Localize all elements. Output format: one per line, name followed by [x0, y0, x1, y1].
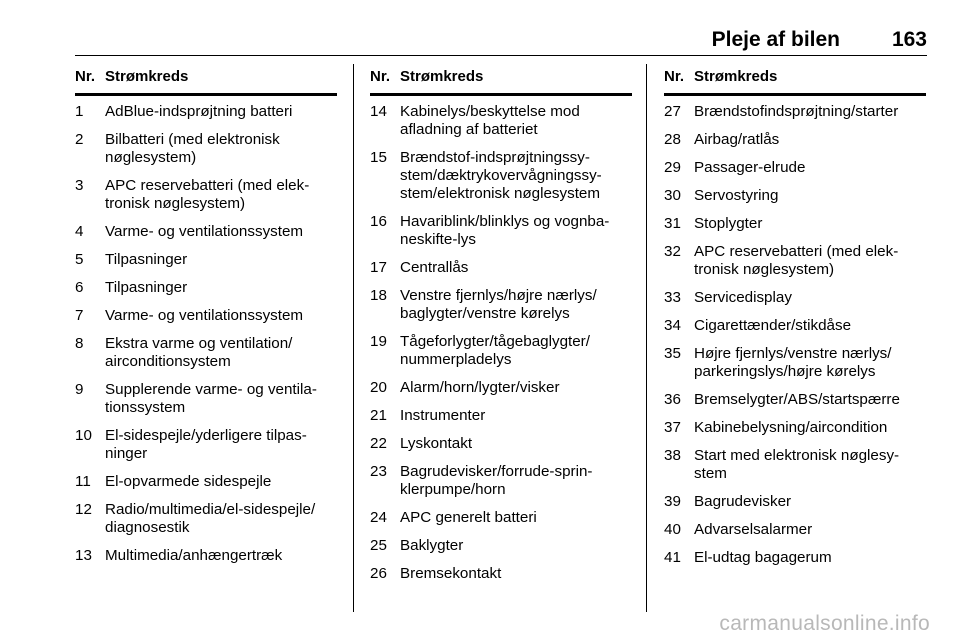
- table-row: [75, 96, 337, 124]
- table-row: [664, 282, 926, 310]
- column-header-circuit: Strømkreds: [105, 68, 189, 85]
- column-header-circuit: Strømkreds: [694, 68, 778, 85]
- circuit-name: Passager-elrude: [694, 159, 806, 176]
- circuit-name: Supplerende varme- og ventila-tionssystem: [105, 381, 317, 416]
- table-row: [664, 412, 926, 440]
- fuse-table-column-3: [664, 68, 926, 570]
- fuse-number: 9: [75, 381, 84, 398]
- table-row: [75, 216, 337, 244]
- table-row: [664, 440, 926, 486]
- table-row: [370, 530, 632, 558]
- circuit-name: Varme- og ventilationssystem: [105, 307, 304, 324]
- fuse-number: 11: [75, 473, 91, 490]
- circuit-name: APC reservebatteri (med elek-tronisk nøglesystem): [105, 177, 310, 212]
- table-row: [75, 170, 337, 216]
- circuit-name: Venstre fjernlys/højre nærlys/ baglygter/venstre kørelys: [400, 287, 597, 322]
- circuit-name: Lyskontakt: [400, 435, 473, 452]
- fuse-number: 6: [75, 279, 84, 296]
- fuse-number: 4: [75, 223, 84, 240]
- circuit-name: APC generelt batteri: [400, 509, 537, 526]
- table-row: [370, 372, 632, 400]
- fuse-number: 39: [664, 493, 681, 510]
- table-row: [664, 236, 926, 282]
- circuit-name: El-opvarmede sidespejle: [105, 473, 272, 490]
- circuit-name: Tilpasninger: [105, 251, 188, 268]
- table-row: [370, 326, 632, 372]
- circuit-name: Brændstofindsprøjtning/starter: [694, 103, 899, 120]
- fuse-number: 8: [75, 335, 84, 352]
- table-row: [664, 514, 926, 542]
- table-row: [75, 300, 337, 328]
- table-row: [664, 384, 926, 412]
- circuit-name: El-sidespejle/yderligere tilpas-ninger: [105, 427, 307, 462]
- table-row: [664, 338, 926, 384]
- circuit-name: Servicedisplay: [694, 289, 792, 306]
- fuse-number: 29: [664, 159, 681, 176]
- fuse-number: 7: [75, 307, 84, 324]
- circuit-name: Alarm/horn/lygter/visker: [400, 379, 560, 396]
- table-row: [370, 206, 632, 252]
- circuit-name: Instrumenter: [400, 407, 486, 424]
- column-header-nr: Nr.: [370, 68, 391, 85]
- column-header-nr: Nr.: [75, 68, 96, 85]
- fuse-number: 17: [370, 259, 387, 276]
- table-row: [664, 96, 926, 124]
- fuse-number: 20: [370, 379, 387, 396]
- circuit-name: Cigarettænder/stikdåse: [694, 317, 852, 334]
- header-rule: [75, 55, 927, 56]
- circuit-name: Kabinelys/beskyttelse mod afladning af batteriet: [400, 103, 580, 138]
- fuse-number: 36: [664, 391, 681, 408]
- table-row: [75, 124, 337, 170]
- fuse-number: 22: [370, 435, 387, 452]
- circuit-name: Bagrudevisker: [694, 493, 792, 510]
- circuit-name: Ekstra varme og ventilation/ airconditionsystem: [105, 335, 293, 370]
- page-number: 163: [891, 28, 927, 51]
- circuit-name: Stoplygter: [694, 215, 763, 232]
- table-row: [370, 96, 632, 142]
- page-title: Pleje af bilen: [711, 28, 840, 51]
- table-row: [664, 152, 926, 180]
- column-header: [370, 68, 632, 96]
- fuse-number: 24: [370, 509, 387, 526]
- circuit-name: Brændstof-indsprøjtningssy-stem/dæktrykovervågningssy-stem/elektronisk nøglesystem: [400, 149, 602, 202]
- fuse-number: 35: [664, 345, 681, 362]
- column-divider: [646, 64, 647, 612]
- fuse-number: 2: [75, 131, 84, 148]
- fuse-number: 26: [370, 565, 387, 582]
- table-row: [75, 328, 337, 374]
- fuse-number: 23: [370, 463, 387, 480]
- circuit-name: Tilpasninger: [105, 279, 188, 296]
- table-row: [664, 208, 926, 236]
- table-row: [75, 374, 337, 420]
- fuse-table-column-2: [370, 68, 632, 586]
- table-row: [370, 428, 632, 456]
- circuit-name: Advarselsalarmer: [694, 521, 813, 538]
- table-row: [370, 558, 632, 586]
- fuse-number: 32: [664, 243, 681, 260]
- fuse-number: 3: [75, 177, 84, 194]
- circuit-name: Højre fjernlys/venstre nærlys/ parkeringslys/højre kørelys: [694, 345, 892, 380]
- fuse-number: 38: [664, 447, 681, 464]
- circuit-name: Radio/multimedia/el-sidespejle/ diagnosestik: [105, 501, 316, 536]
- circuit-name: APC reservebatteri (med elek-tronisk nøglesystem): [694, 243, 899, 278]
- table-row: [75, 420, 337, 466]
- fuse-number: 12: [75, 501, 92, 518]
- circuit-name: Kabinebelysning/aircondition: [694, 419, 888, 436]
- column-divider: [353, 64, 354, 612]
- fuse-number: 15: [370, 149, 387, 166]
- fuse-number: 27: [664, 103, 681, 120]
- fuse-number: 37: [664, 419, 681, 436]
- circuit-name: Bremsekontakt: [400, 565, 502, 582]
- table-row: [75, 540, 337, 568]
- table-row: [664, 542, 926, 570]
- circuit-name: Varme- og ventilationssystem: [105, 223, 304, 240]
- table-row: [75, 244, 337, 272]
- table-row: [664, 124, 926, 152]
- fuse-number: 10: [75, 427, 92, 444]
- circuit-name: Multimedia/anhængertræk: [105, 547, 283, 564]
- table-row: [370, 400, 632, 428]
- table-row: [370, 456, 632, 502]
- table-row: [664, 486, 926, 514]
- fuse-table-column-1: [75, 68, 337, 568]
- fuse-number: 41: [664, 549, 681, 566]
- table-row: [370, 280, 632, 326]
- fuse-number: 25: [370, 537, 387, 554]
- fuse-number: 16: [370, 213, 387, 230]
- circuit-name: El-udtag bagagerum: [694, 549, 832, 566]
- column-header-nr: Nr.: [664, 68, 685, 85]
- table-row: [370, 252, 632, 280]
- circuit-name: Baklygter: [400, 537, 464, 554]
- circuit-name: Airbag/ratlås: [694, 131, 780, 148]
- fuse-number: 5: [75, 251, 84, 268]
- fuse-number: 13: [75, 547, 92, 564]
- table-row: [75, 494, 337, 540]
- circuit-name: Start med elektronisk nøglesy-stem: [694, 447, 900, 482]
- table-row: [664, 180, 926, 208]
- fuse-number: 34: [664, 317, 681, 334]
- table-row: [370, 502, 632, 530]
- circuit-name: Bagrudevisker/forrude-sprin-klerpumpe/horn: [400, 463, 593, 498]
- fuse-number: 28: [664, 131, 681, 148]
- table-row: [75, 272, 337, 300]
- circuit-name: Bremselygter/ABS/startspærre: [694, 391, 900, 408]
- fuse-number: 40: [664, 521, 681, 538]
- fuse-number: 33: [664, 289, 681, 306]
- table-row: [370, 142, 632, 206]
- watermark: carmanualsonline.info: [719, 612, 930, 635]
- fuse-number: 30: [664, 187, 681, 204]
- fuse-number: 31: [664, 215, 681, 232]
- table-row: [75, 466, 337, 494]
- fuse-number: 18: [370, 287, 387, 304]
- fuse-number: 1: [75, 103, 84, 120]
- circuit-name: Havariblink/blinklys og vognba-neskifte-lys: [400, 213, 610, 248]
- fuse-number: 19: [370, 333, 387, 350]
- table-row: [664, 310, 926, 338]
- circuit-name: AdBlue-indsprøjtning batteri: [105, 103, 293, 120]
- column-header: [664, 68, 926, 96]
- circuit-name: Bilbatteri (med elektronisk nøglesystem): [105, 131, 280, 166]
- fuse-number: 21: [370, 407, 387, 424]
- column-header: [75, 68, 337, 96]
- column-header-circuit: Strømkreds: [400, 68, 484, 85]
- circuit-name: Servostyring: [694, 187, 779, 204]
- circuit-name: Tågeforlygter/tågebaglygter/ nummerpladelys: [400, 333, 590, 368]
- circuit-name: Centrallås: [400, 259, 469, 276]
- fuse-number: 14: [370, 103, 387, 120]
